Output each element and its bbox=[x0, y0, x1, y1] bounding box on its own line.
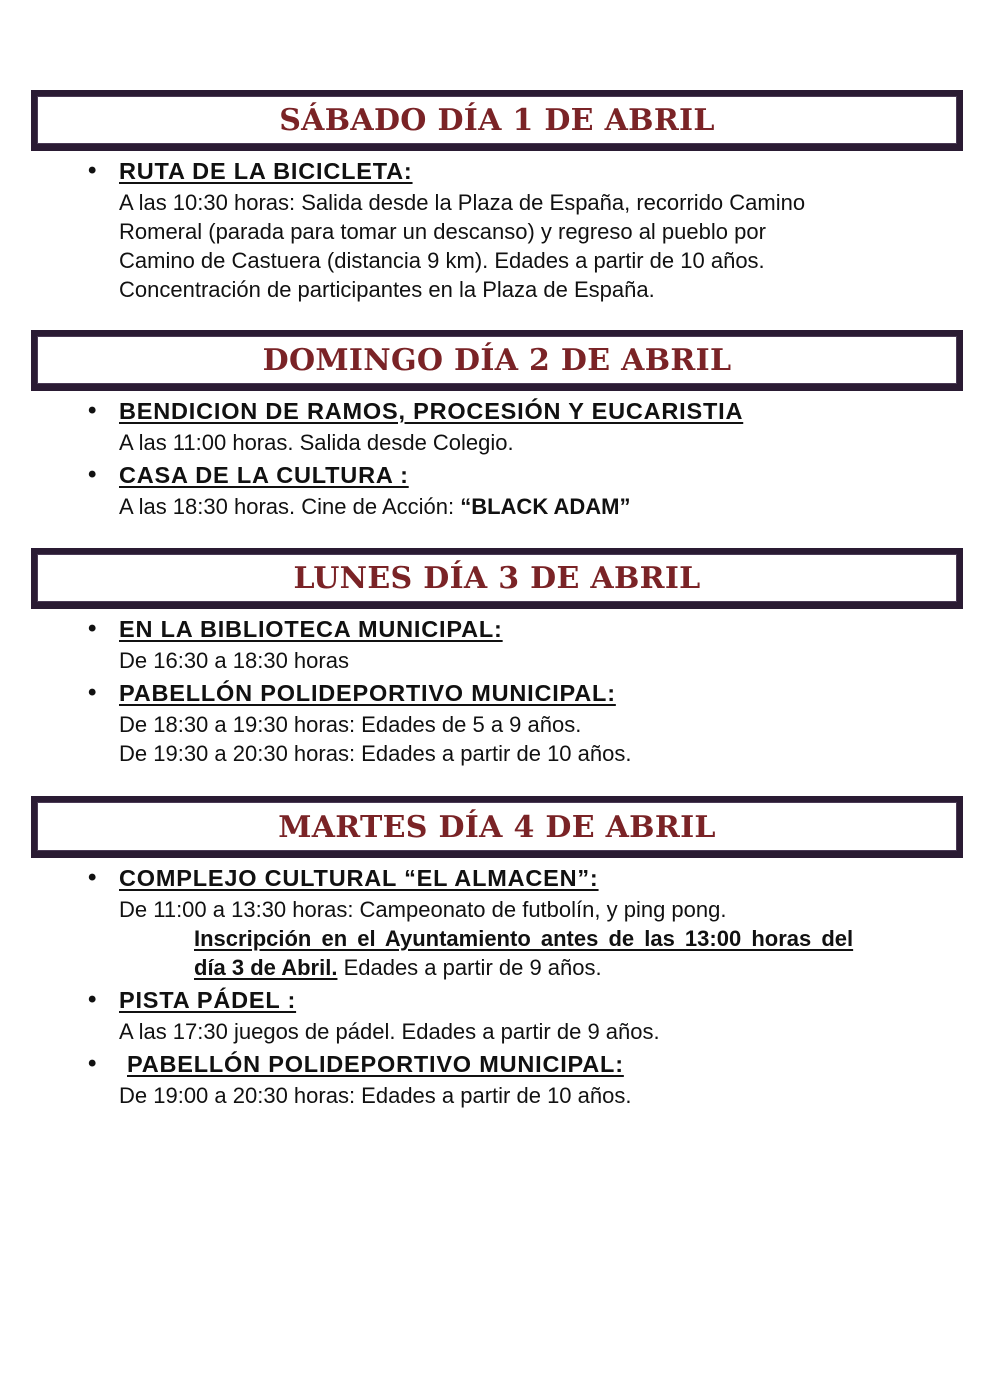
event-detail: A las 11:00 horas. Salida desde Colegio. bbox=[119, 430, 514, 455]
event-detail-text: A las 18:30 horas. Cine de Acción: bbox=[119, 494, 461, 519]
bullet-icon: • bbox=[88, 397, 97, 424]
event-detail-text: Edades a partir de 9 años. bbox=[337, 955, 602, 980]
event-title: COMPLEJO CULTURAL “EL ALMACEN”: bbox=[119, 865, 599, 891]
event-title: EN LA BIBLIOTECA MUNICIPAL: bbox=[119, 616, 503, 642]
event-detail: De 11:00 a 13:30 horas: Campeonato de futbolín, y ping pong. bbox=[119, 897, 727, 922]
event-title: PABELLÓN POLIDEPORTIVO MUNICIPAL: bbox=[127, 1051, 624, 1077]
registration-note: Inscripción en el Ayuntamiento antes de las 13:00 horas del bbox=[194, 926, 854, 951]
registration-note-line2 bbox=[194, 953, 602, 982]
bullet-icon: • bbox=[88, 986, 97, 1013]
bullet-icon: • bbox=[88, 461, 97, 488]
event-detail: Concentración de participantes en la Plaza de España. bbox=[119, 277, 655, 302]
event-title: RUTA DE LA BICICLETA: bbox=[119, 158, 413, 184]
event-title: BENDICION DE RAMOS, PROCESIÓN Y EUCARISTIA bbox=[119, 398, 744, 424]
day-title: DOMINGO DÍA 2 DE ABRIL bbox=[262, 343, 732, 378]
bullet-icon: • bbox=[88, 1050, 97, 1077]
event-detail: De 18:30 a 19:30 horas: Edades de 5 a 9 años. bbox=[119, 712, 582, 737]
event-detail: A las 10:30 horas: Salida desde la Plaza de España, recorrido Camino bbox=[119, 190, 806, 215]
event-detail: De 16:30 a 18:30 horas bbox=[119, 648, 349, 673]
event-detail: A las 17:30 juegos de pádel. Edades a partir de 9 años. bbox=[119, 1019, 660, 1044]
bullet-icon: • bbox=[88, 615, 97, 642]
event-title: CASA DE LA CULTURA : bbox=[119, 462, 409, 488]
day-header-lunes bbox=[31, 548, 963, 609]
day-title: LUNES DÍA 3 DE ABRIL bbox=[293, 561, 701, 596]
event-title: PABELLÓN POLIDEPORTIVO MUNICIPAL: bbox=[119, 680, 616, 706]
event-detail: Romeral (parada para tomar un descanso) y regreso al pueblo por bbox=[119, 219, 766, 244]
event-detail: De 19:00 a 20:30 horas: Edades a partir de 10 años. bbox=[119, 1083, 632, 1108]
bullet-icon: • bbox=[88, 864, 97, 891]
bullet-icon: • bbox=[88, 679, 97, 706]
event-detail: Camino de Castuera (distancia 9 km). Edades a partir de 10 años. bbox=[119, 248, 765, 273]
event-detail bbox=[119, 492, 631, 521]
day-title: SÁBADO DÍA 1 DE ABRIL bbox=[279, 103, 715, 138]
bullet-icon: • bbox=[88, 157, 97, 184]
movie-title: “BLACK ADAM” bbox=[460, 494, 631, 519]
day-header-martes bbox=[31, 796, 963, 858]
day-header-domingo bbox=[31, 330, 963, 391]
registration-deadline: día 3 de Abril. bbox=[194, 955, 338, 980]
event-title: PISTA PÁDEL : bbox=[119, 987, 297, 1013]
day-header-sabado bbox=[31, 90, 963, 151]
day-title: MARTES DÍA 4 DE ABRIL bbox=[278, 810, 716, 845]
event-detail: De 19:30 a 20:30 horas: Edades a partir de 10 años. bbox=[119, 741, 632, 766]
